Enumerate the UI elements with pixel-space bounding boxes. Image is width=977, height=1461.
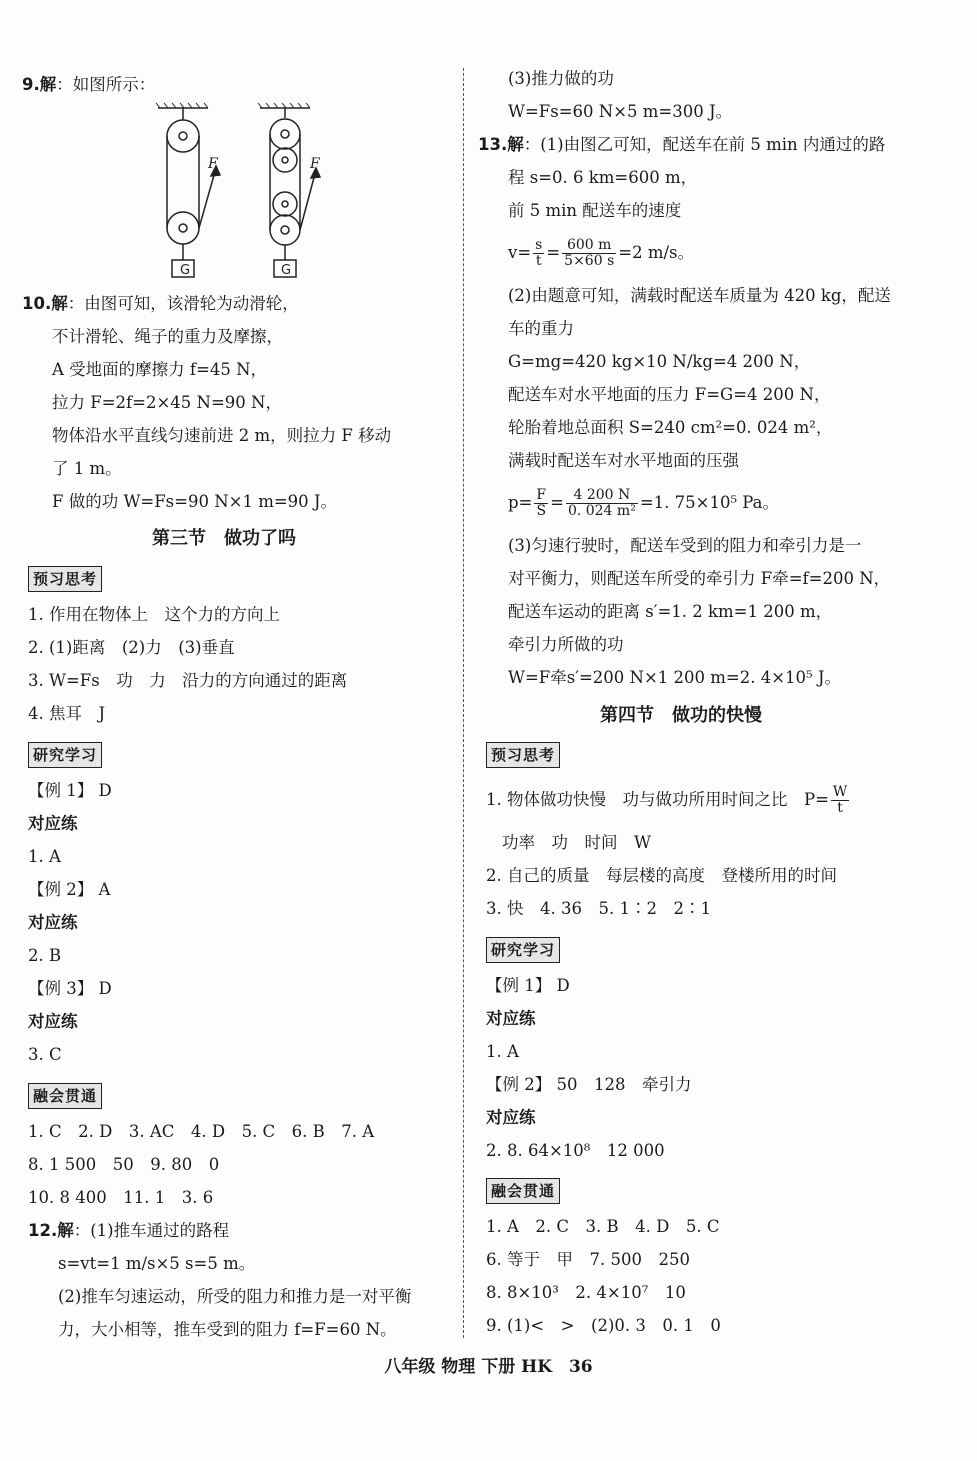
q13-line3: 前 5 min 配送车的速度 — [508, 201, 682, 220]
fraction: $\frac{F}{S}$ — [536, 487, 547, 519]
preview-item: 功率 功 时间 W — [502, 833, 651, 852]
q13-line5: 车的重力 — [508, 319, 574, 338]
pulley-figure-2 — [258, 103, 320, 277]
study-item: 2. B — [28, 946, 62, 965]
q10-line2: 不计滑轮、绳子的重力及摩擦， — [52, 327, 283, 346]
integrate-head-right: 融会贯通 — [486, 1178, 560, 1204]
q13-line13: 牵引力所做的功 — [508, 635, 624, 654]
q12-line1: 12.解：(1)推车通过的路程 — [28, 1221, 230, 1240]
integrate-item: 9. (1)< > (2)0. 3 0. 1 0 — [486, 1316, 721, 1335]
q13-line10: (3)匀速行驶时，配送车受到的阻力和牵引力是一 — [508, 536, 862, 555]
integrate-head-left: 融会贯通 — [28, 1083, 102, 1109]
integrate-item: 8. 8×10³ 2. 4×10⁷ 10 — [486, 1283, 686, 1302]
q10-line7: F 做的功 W=Fs=90 N×1 m=90 J。 — [52, 492, 338, 511]
q13-line4: (2)由题意可知，满载时配送车质量为 420 kg，配送 — [508, 286, 891, 305]
study-head-left: 研究学习 — [28, 742, 102, 768]
q13-line14: W=F牵s′=200 N×1 200 m=2. 4×10⁵ J。 — [508, 668, 842, 687]
study-head-right: 研究学习 — [486, 937, 560, 963]
study-item: 1. A — [486, 1042, 519, 1061]
study-item: 对应练 — [28, 913, 78, 932]
integrate-item: 1. C 2. D 3. AC 4. D 5. C 6. B 7. A — [28, 1122, 375, 1141]
q13-line9: 满载时配送车对水平地面的压强 — [508, 451, 739, 470]
integrate-item: 6. 等于 甲 7. 500 250 — [486, 1250, 690, 1269]
study-item: 对应练 — [486, 1108, 536, 1127]
preview-head-left: 预习思考 — [28, 566, 102, 592]
q12-cont-line2: W=Fs=60 N×5 m=300 J。 — [508, 102, 733, 121]
q12-line2: s=vt=1 m/s×5 s=5 m。 — [58, 1254, 256, 1273]
q12-cont-line1: (3)推力做的功 — [508, 69, 614, 88]
q13-line7: 配送车对水平地面的压力 F=G=4 200 N， — [508, 385, 831, 404]
force-label-2: F — [310, 156, 320, 172]
integrate-item: 10. 8 400 11. 1 3. 6 — [28, 1188, 214, 1207]
q13-line6: G=mg=420 kg×10 N/kg=4 200 N， — [508, 352, 811, 371]
preview-item: 3. 快 4. 36 5. 1∶2 2∶1 — [486, 899, 711, 918]
page-footer: 八年级 物理 下册 HK 36 — [384, 1357, 593, 1377]
study-item: 对应练 — [486, 1009, 536, 1028]
fraction: $\frac{s}{t}$ — [535, 237, 543, 269]
q13-line1: 13.解：(1)由图乙可知，配送车在前 5 min 内通过的路 — [478, 135, 886, 154]
preview-item: 2. (1)距离 (2)力 (3)垂直 — [28, 638, 235, 657]
column-divider — [463, 68, 464, 1338]
q13-line2: 程 s=0. 6 km=600 m， — [508, 168, 698, 187]
q13-velocity-eq: v= $\frac{s}{t}$ = $\frac{600 m}{5\times 60 s}$ =2 m/s。 — [508, 237, 695, 269]
q13-line11: 对平衡力，则配送车所受的牵引力 F牵=f=200 N， — [508, 569, 891, 588]
q12-line4: 力，大小相等，推车受到的阻力 f=F=60 N。 — [58, 1320, 397, 1339]
study-item: 对应练 — [28, 1012, 78, 1031]
weight-label-2: G — [281, 263, 292, 278]
integrate-item: 8. 1 500 50 9. 80 0 — [28, 1155, 220, 1174]
study-item: 2. 8. 64×10⁸ 12 000 — [486, 1141, 665, 1160]
preview-head-right: 预习思考 — [486, 742, 560, 768]
q9-line: 9.解：如图所示： — [22, 75, 156, 94]
preview-item: 2. 自己的质量 每层楼的高度 登楼所用的时间 — [486, 866, 837, 885]
integrate-item: 1. A 2. C 3. B 4. D 5. C — [486, 1217, 720, 1236]
q10-line6: 了 1 m。 — [52, 459, 122, 478]
q13-line12: 配送车运动的距离 s′=1. 2 km=1 200 m， — [508, 602, 833, 621]
q13-line8: 轮胎着地总面积 S=240 cm²=0. 024 m²， — [508, 418, 833, 437]
preview-item: 4. 焦耳 J — [28, 704, 106, 723]
study-item: 对应练 — [28, 814, 78, 833]
fraction: $\frac{W}{t}$ — [832, 784, 848, 816]
q10-line1: 10.解：由图可知，该滑轮为动滑轮， — [22, 294, 299, 313]
study-item: 【例 3】 D — [28, 979, 112, 998]
fraction: $\frac{4 200 N}{\text{0. 024 m²}}$ — [567, 487, 636, 519]
study-item: 【例 1】 D — [28, 781, 112, 800]
force-label-1: F — [208, 156, 218, 172]
section4-title: 第四节 做功的快慢 — [600, 705, 762, 726]
pulley-figure-1 — [156, 103, 220, 277]
study-item: 1. A — [28, 847, 61, 866]
q12-line3: (2)推车匀速运动，所受的阻力和推力是一对平衡 — [58, 1287, 412, 1306]
preview-item: 1. 物体做功快慢 功与做功所用时间之比 P= $\frac{W}{t}$ — [486, 784, 848, 816]
q10-line5: 物体沿水平直线匀速前进 2 m，则拉力 F 移动 — [52, 426, 392, 445]
pulley-diagram — [150, 100, 330, 280]
q10-line3: A 受地面的摩擦力 f=45 N， — [52, 360, 268, 379]
study-item: 【例 1】 D — [486, 976, 570, 995]
q10-line4: 拉力 F=2f=2×45 N=90 N， — [52, 393, 282, 412]
preview-item: 3. W=Fs 功 力 沿力的方向通过的距离 — [28, 671, 348, 690]
weight-label-1: G — [180, 263, 191, 278]
fraction: $\frac{600 m}{5\times 60 s}$ — [564, 237, 615, 269]
study-item: 【例 2】 50 128 牵引力 — [486, 1075, 692, 1094]
study-item: 3. C — [28, 1045, 62, 1064]
q13-pressure-eq: p= $\frac{F}{S}$ = $\frac{4 200 N}{\text{0. 024 m²}}$ =1. 75×10⁵ Pa。 — [508, 487, 779, 519]
preview-item: 1. 作用在物体上 这个力的方向上 — [28, 605, 280, 624]
study-item: 【例 2】 A — [28, 880, 111, 899]
section3-title: 第三节 做功了吗 — [152, 528, 296, 549]
